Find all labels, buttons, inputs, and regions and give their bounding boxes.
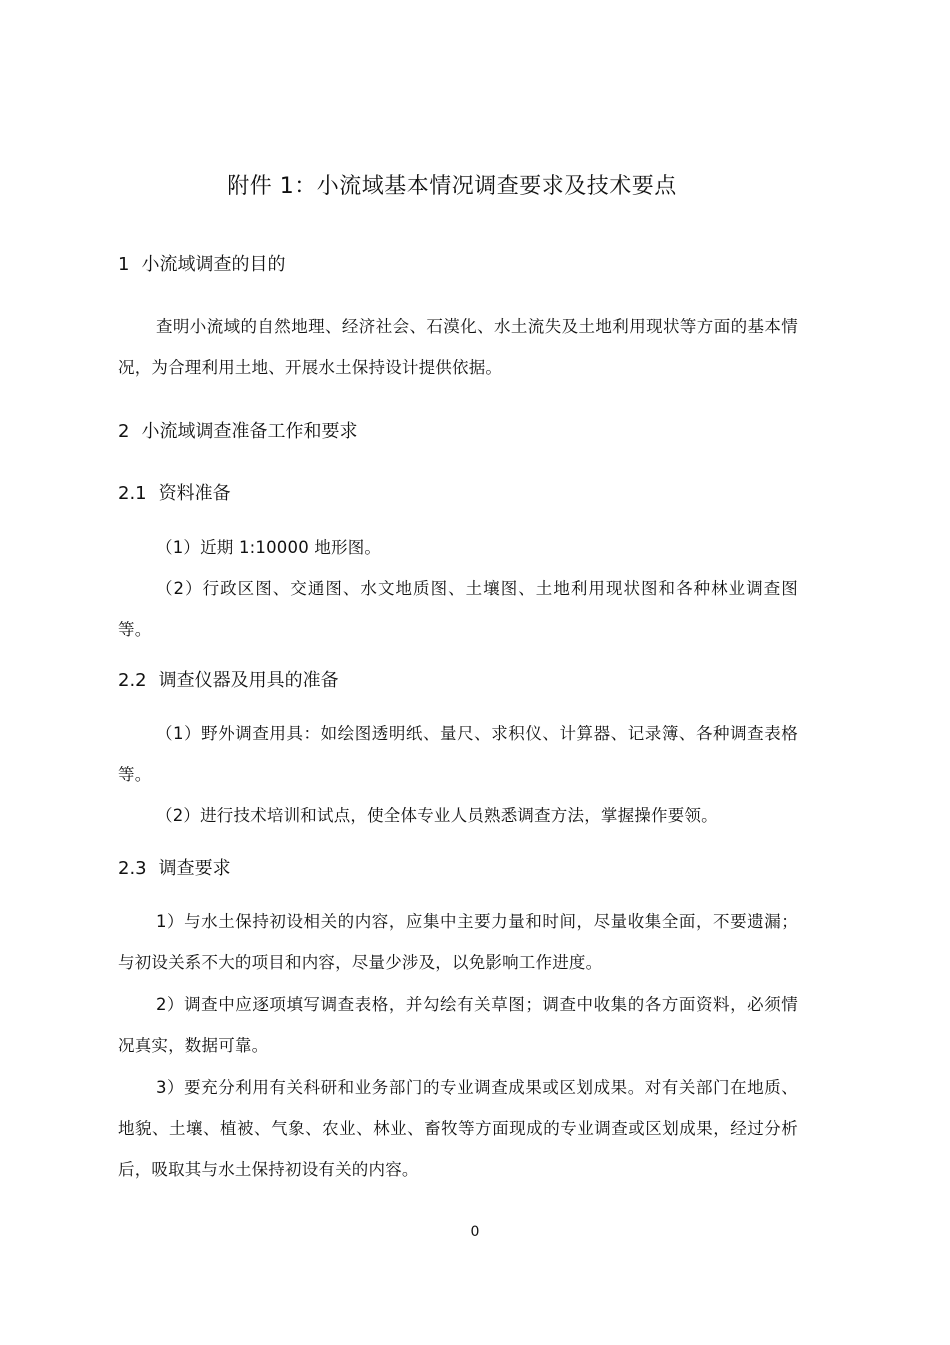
section-number: 2.3 <box>118 858 147 879</box>
section-number: 1 <box>118 254 130 275</box>
section-title: 资料准备 <box>158 483 231 504</box>
section-heading-2 <box>118 418 357 446</box>
section-number: 2 <box>118 421 130 442</box>
section-number: 2.2 <box>118 670 147 691</box>
section-number: 2.1 <box>118 483 147 504</box>
section-title: 小流域调查准备工作和要求 <box>141 421 358 442</box>
paragraph-equipment-1: （1）野外调查用具：如绘图透明纸、量尺、求积仪、计算器、记录簿、各种调查表格等。 <box>118 724 798 784</box>
paragraph-requirement-1: 1）与水土保持初设相关的内容，应集中主要力量和时间，尽量收集全面，不要遗漏；与初设关系不大的项目和内容，尽量少涉及，以免影响工作进度。 <box>118 912 798 972</box>
paragraph-materials-1: （1）近期 1:10000 地形图。 <box>156 538 382 557</box>
section-heading-2-3 <box>118 855 231 883</box>
section-title: 调查仪器及用具的准备 <box>158 670 339 691</box>
document-title: 附件 1：小流域基本情况调查要求及技术要点 <box>227 174 677 199</box>
section-heading-1 <box>118 251 285 279</box>
page-number: 0 <box>470 1224 480 1240</box>
paragraph-requirement-2: 2）调查中应逐项填写调查表格，并勾绘有关草图；调查中收集的各方面资料，必须情况真实，数据可靠。 <box>118 995 798 1055</box>
section-title: 调查要求 <box>158 858 231 879</box>
paragraph-requirement-3: 3）要充分利用有关科研和业务部门的专业调查成果或区划成果。对有关部门在地质、地貌、土壤、植被、气象、农业、林业、畜牧等方面现成的专业调查或区划成果，经过分析后，吸取其与水土保持初设有关的内容。 <box>118 1078 798 1179</box>
paragraph-equipment-2: （2）进行技术培训和试点，使全体专业人员熟悉调查方法，掌握操作要领。 <box>156 806 718 825</box>
section-title: 小流域调查的目的 <box>141 254 286 275</box>
section-heading-2-1 <box>118 480 231 508</box>
paragraph-materials-2: （2）行政区图、交通图、水文地质图、土壤图、土地利用现状图和各种林业调查图等。 <box>118 579 798 639</box>
section-heading-2-2 <box>118 667 339 695</box>
paragraph-purpose: 查明小流域的自然地理、经济社会、石漠化、水土流失及土地利用现状等方面的基本情况，为合理利用土地、开展水土保持设计提供依据。 <box>118 317 798 377</box>
